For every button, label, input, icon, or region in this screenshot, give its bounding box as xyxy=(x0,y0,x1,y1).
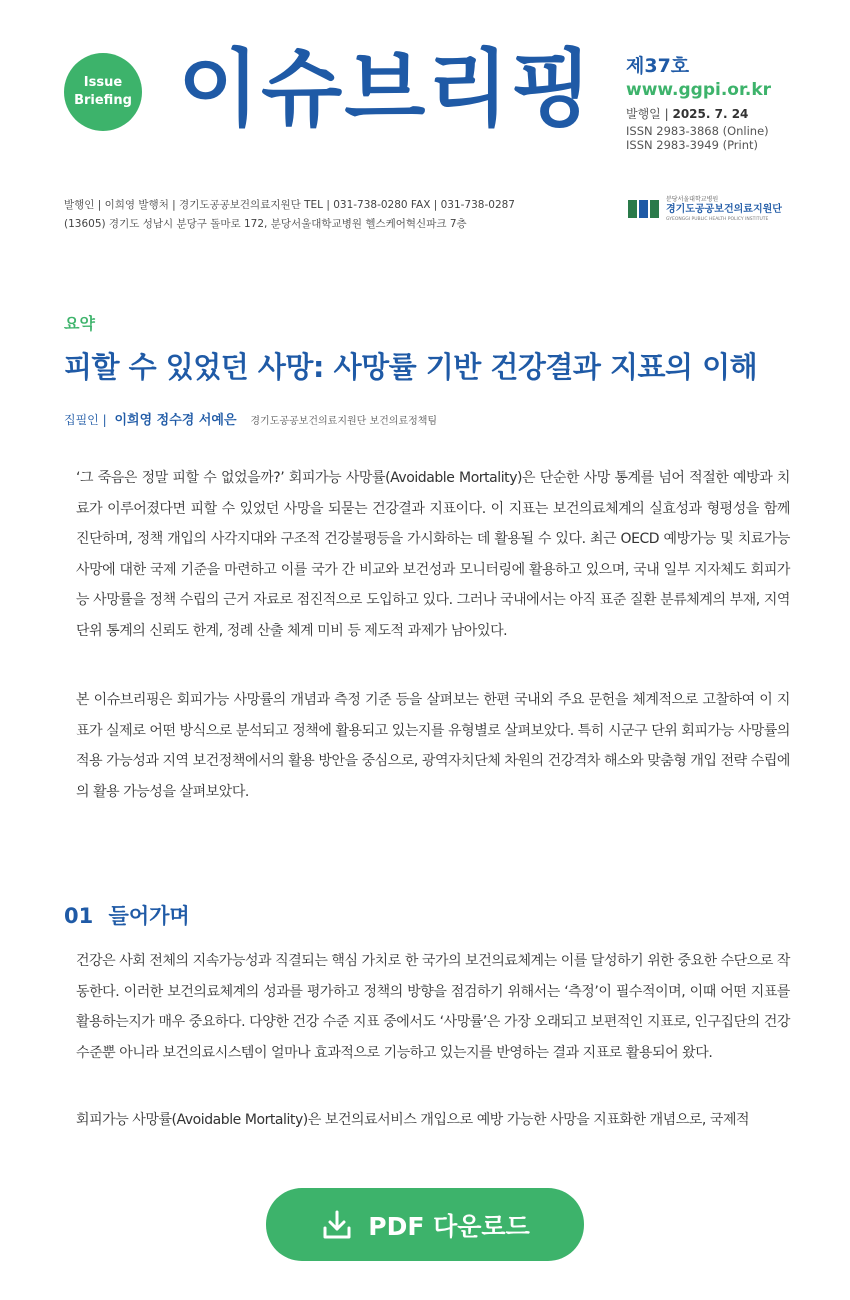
author-label: 집필인 | xyxy=(64,413,107,427)
summary-paragraph-2: 본 이슈브리핑은 회피가능 사망률의 개념과 측정 기준 등을 살펴보는 한편 국내외 주요 문헌을 체계적으로 고찰하여 이 지표가 실제로 어떤 방식으로 분석되고 정책에 활용되고 있는지를 유형별로 살펴보았다. 특히 시군구 단위 회피가능 사망률의 적용 가능성과 지역 보건정책에서의 활용 방안을 중심으로, 광역자치단체 차원의 건강격차 해소와 맞춤형 개입 전략 수립에의 활용 가능성을 살펴보았다. xyxy=(76,692,790,800)
publication-title: 이슈브리핑 xyxy=(178,40,594,138)
publisher-address: (13605) 경기도 성남시 분당구 돌마로 172, 분당서울대학교병원 헬스케어혁신파크 7층 xyxy=(64,218,467,230)
org-english-name: GYEONGGI PUBLIC HEALTH POLICY INSTITUTE xyxy=(666,217,769,222)
org-logo-icon xyxy=(628,200,659,218)
issue-briefing-badge xyxy=(64,53,142,131)
website-link[interactable]: www.ggpi.or.kr xyxy=(626,80,772,100)
download-icon xyxy=(320,1208,354,1242)
badge-line2: Briefing xyxy=(74,93,132,108)
publish-date xyxy=(626,104,826,124)
authors-line xyxy=(64,409,437,428)
author-names: 이희영 정수경 서예은 xyxy=(114,413,237,428)
intro-paragraph-1: 건강은 사회 전체의 지속가능성과 직결되는 핵심 가치로 한 국가의 보건의료체계는 이를 달성하기 위한 중요한 수단으로 작동한다. 이러한 보건의료체계의 성과를 평가하고 정책의 방향을 점검하기 위해서는 ‘측정’이 필수적이며, 이때 어떤 지표를 활용하는지가 매우 중요하다. 다양한 건강 수준 지표 중에서도 ‘사망률’은 가장 오래되고 보편적인 지표로, 인구집단의 건강 수준뿐 아니라 보건의료시스템이 얼마나 효과적으로 기능하고 있는지를 반영하는 결과 지표로 활용되어 왔다. xyxy=(76,953,790,1061)
intro-paragraph-2: 회피가능 사망률(Avoidable Mortality)은 보건의료서비스 개입으로 예방 가능한 사망을 지표화한 개념으로, 국제적 xyxy=(76,1112,750,1128)
summary-label: 요약 xyxy=(64,314,95,333)
section-title: 들어가며 xyxy=(108,904,190,928)
section-heading-intro xyxy=(64,900,190,930)
org-parent: 분당서울대학교병원 xyxy=(666,196,719,203)
issn-online: ISSN 2983-3868 (Online) xyxy=(626,124,769,138)
issue-info xyxy=(626,54,826,152)
author-affiliation: 경기도공공보건의료지원단 보건의료정책팀 xyxy=(250,416,438,427)
summary-paragraph-1: ‘그 죽음은 정말 피할 수 없었을까?’ 회피가능 사망률(Avoidable Mortality)은 단순한 사망 통계를 넘어 적절한 예방과 치료가 이루어졌다면 피할 수 있었던 사망을 되묻는 건강결과 지표이다. 이 지표는 보건의료체계의 실효성과 형평성을 함께 진단하며, 정책 개입의 사각지대와 구조적 건강불평등을 가시화하는 데 활용될 수 있다. 최근 OECD 예방가능 및 치료가능 사망에 대한 국제 기준을 마련하고 이를 국가 간 비교와 보건성과 모니터링에 활용하고 있으며, 국내 일부 지자체도 회피가능 사망률을 정책 수립의 근거 자료로 점진적으로 도입하고 있다. 그러나 국내에서는 아직 표준 질환 분류체계의 부재, 지역 단위 통계의 신뢰도 한계, 정례 산출 체계 미비 등 제도적 과제가 남아있다. xyxy=(76,470,790,639)
org-name: 경기도공공보건의료지원단 xyxy=(666,204,782,215)
publisher-info xyxy=(64,196,515,234)
date-label: 발행일 xyxy=(626,107,661,121)
article-title: 피할 수 있었던 사망: 사망률 기반 건강결과 지표의 이해 xyxy=(64,350,758,384)
date-value: 2025. 7. 24 xyxy=(672,107,749,121)
badge-line1: Issue xyxy=(83,75,123,90)
section-number: 01 xyxy=(64,904,94,928)
masthead xyxy=(0,0,850,240)
issue-number: 제37호 xyxy=(626,55,690,77)
publisher-line1: 발행인 | 이희영 발행처 | 경기도공공보건의료지원단 TEL | 031-738-0280 FAX | 031-738-0287 xyxy=(64,199,515,211)
pdf-download-button[interactable] xyxy=(266,1188,584,1261)
issn-print: ISSN 2983-3949 (Print) xyxy=(626,138,759,152)
org-logo xyxy=(628,195,782,223)
date-separator: | xyxy=(664,107,669,121)
pdf-download-label: PDF 다운로드 xyxy=(368,1211,530,1241)
